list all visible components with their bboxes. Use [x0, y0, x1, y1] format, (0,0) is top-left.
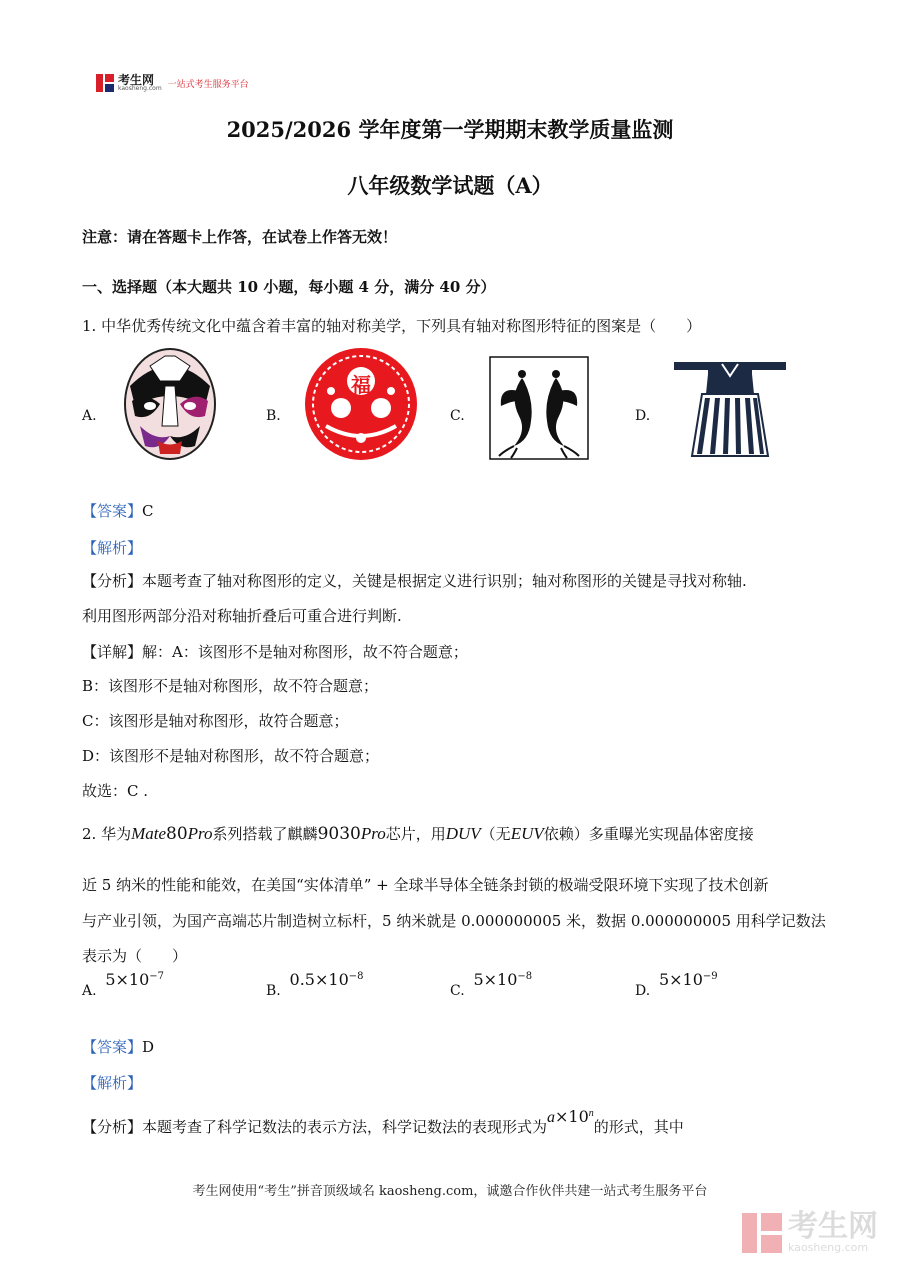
- q1-analysis-line: 【分析】本题考查了轴对称图形的定义，关键是根据定义进行识别；轴对称图形的关键是寻找对称轴.: [82, 572, 747, 590]
- logo-name: 考生网: [118, 73, 155, 87]
- q1-analysis-line: B：该图形不是轴对称图形，故不符合题意；: [82, 677, 379, 695]
- q1-answer: 【答案】C: [82, 502, 154, 520]
- traditional-robe-image: [672, 354, 788, 460]
- exam-subtitle: 八年级数学试题（A）: [347, 173, 553, 198]
- q2-option-d: D. $5\times 10^{-9}$: [635, 970, 718, 999]
- watermark-domain: kaosheng.com: [788, 1241, 869, 1254]
- q1-option-b-label: B.: [266, 408, 281, 424]
- q2-stem-line4: 表示为（ ）: [82, 947, 188, 965]
- phoenix-pair-image: [489, 356, 589, 460]
- q1-analysis-line: 【详解】解：A：该图形不是轴对称图形，故不符合题意；: [82, 643, 468, 661]
- paper-cutting-image: [301, 346, 421, 462]
- q1-analysis-label: 【解析】: [82, 539, 143, 557]
- watermark-mark-icon: [742, 1213, 782, 1253]
- watermark-name: 考生网: [788, 1209, 878, 1244]
- q2-option-b: B. $0.5\times 10^{-8}$: [266, 970, 364, 999]
- logo-mark-icon: [96, 74, 114, 92]
- q2-stem-line3: 与产业引领，为国产高端芯片制造树立标杆，5 纳米就是 0.000000005 米，数据 0.000000005 用科学记数法: [82, 912, 826, 930]
- q2-option-c: C. $5\times 10^{-8}$: [450, 970, 533, 999]
- exam-title: 2025/2026 学年度第一学期期末教学质量监测: [226, 117, 674, 142]
- logo-slogan: 一站式考生服务平台: [167, 79, 249, 90]
- section-heading: 一、选择题（本大题共 10 小题，每小题 4 分，满分 40 分）: [82, 278, 496, 296]
- q2-option-a: A. $5\times 10^{-7}$: [82, 970, 165, 999]
- q2-analysis-line: 【分析】本题考查了科学记数法的表示方法，科学记数法的表现形式为$a\times 10^n$的形式，其中: [82, 1107, 684, 1136]
- q2-analysis-label: 【解析】: [82, 1074, 143, 1092]
- q1-analysis-line: 利用图形两部分沿对称轴折叠后可重合进行判断.: [82, 607, 402, 625]
- page-footer: 考生网使用“考生”拼音顶级域名 kaosheng.com，诚邀合作伙伴共建一站式考生服务平台: [192, 1184, 708, 1199]
- q2-answer: 【答案】D: [82, 1038, 155, 1056]
- q2-stem-line1: 2. 华为Mate80Pro系列搭载了麒麟9030Pro芯片，用DUV（无EUV依赖）多重曝光实现晶体密度接: [82, 824, 754, 844]
- notice: 注意：请在答题卡上作答，在试卷上作答无效！: [82, 228, 398, 246]
- fu-character: 福: [351, 373, 371, 397]
- logo-domain: kaosheng.com: [118, 85, 162, 92]
- q1-option-a-label: A.: [82, 408, 97, 424]
- opera-mask-image: [120, 346, 220, 462]
- q1-option-d-label: D.: [635, 408, 651, 424]
- header-logo: [96, 72, 249, 94]
- q1-analysis-line: 故选：C .: [82, 782, 149, 800]
- q1-analysis-line: D：该图形不是轴对称图形，故不符合题意；: [82, 747, 380, 765]
- q1-stem: 1. 中华优秀传统文化中蕴含着丰富的轴对称美学，下列具有轴对称图形特征的图案是（ ）: [82, 317, 702, 335]
- q1-option-c-label: C.: [450, 408, 465, 424]
- watermark-logo: [742, 1209, 878, 1254]
- q1-analysis-line: C：该图形是轴对称图形，故符合题意；: [82, 712, 349, 730]
- q2-stem-line2: 近 5 纳米的性能和能效，在美国“实体清单” + 全球半导体全链条封锁的极端受限环境下实现了技术创新: [82, 876, 769, 894]
